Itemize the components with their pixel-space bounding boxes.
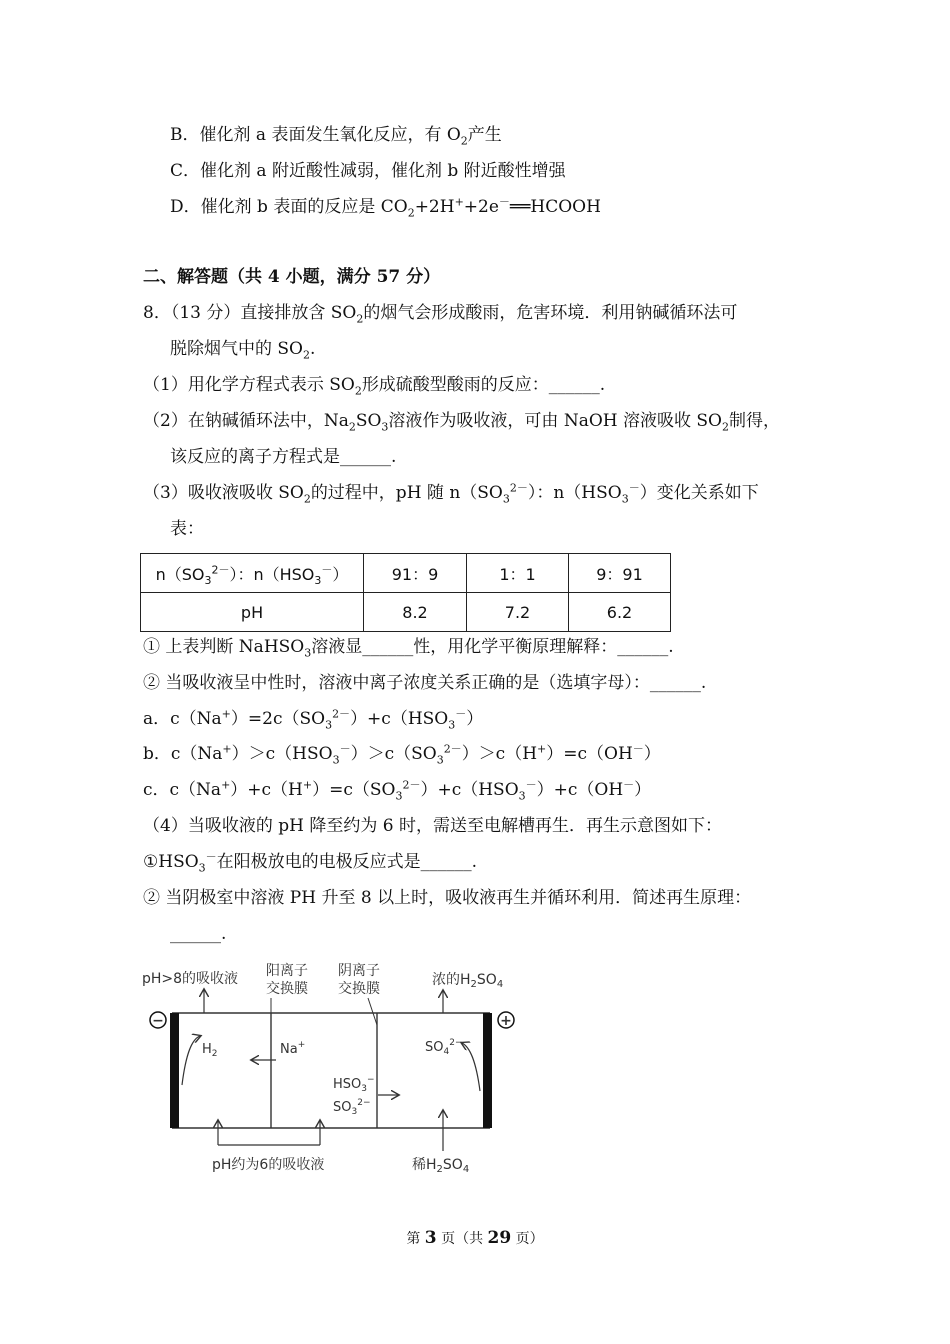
top-left-label: pH>8的吸收液 (142, 971, 239, 987)
table-row-label: pH (141, 593, 364, 632)
cation-membrane-label-2: 交换膜 (266, 981, 308, 997)
q8-circ2: ② 当吸收液呈中性时，溶液中离子浓度关系正确的是（选填字母）：______. (143, 673, 707, 693)
q8-sub2-line1: （2）在钠碱循环法中，$Na_2SO_3$溶液作为吸收液，可由 NaOH 溶液吸收 $SO_2$制得， (143, 411, 780, 434)
q8-sub4: （4）当吸收液的 pH 降至约为 6 时，需送至电解槽再生．再生示意图如下： (143, 816, 722, 836)
table-row (141, 593, 671, 632)
cathode-electrode (170, 1013, 179, 1128)
cation-membrane-label-1: 阳离子 (266, 963, 308, 979)
q8-sub3-line1: （3）吸收液吸收 $SO_2$的过程中，pH 随 $n(SO_3^{2-})$：$n(HSO_3^-)$变化关系如下 (143, 481, 759, 506)
option-c: C．催化剂 a 附近酸性减弱，催化剂 b 附近酸性增强 (170, 161, 566, 181)
h2-label: $H_2$ (202, 1042, 218, 1059)
table-cell: 8.2 (364, 593, 467, 632)
q8-circ1: ① 上表判断 NaHSO$_3$溶液显______性，用化学平衡原理解释：______. (143, 637, 674, 660)
anode-electrode (483, 1013, 492, 1128)
option-d: D．催化剂 b 表面的反应是 $CO_2+2H^++2e^-══HCOOH$ (170, 195, 601, 220)
q8-sub3-line2: 表： (170, 519, 204, 539)
q8-opt-b: b．$c(Na^+)>c(HSO_3^-)>c(SO_3^{2-})>c(H^+)=c(OH^-)$ (143, 742, 661, 767)
so4-curve-arrow (462, 1043, 480, 1091)
dilute-acid-label: 稀$H_2SO_4$ (412, 1157, 470, 1175)
table-row (141, 554, 671, 593)
q8-sub1: （1）用化学方程式表示 $SO_2$形成硫酸型酸雨的反应：______. (143, 375, 606, 398)
section-title: 二、解答题（共 4 小题，满分 57 分） (143, 267, 441, 287)
q8-circ4-2: ② 当阴极室中溶液 PH 升至 8 以上时，吸收液再生并循环利用．简述再生原理： (143, 888, 752, 908)
table-header-label: $n(SO_3^{2-})$：$n(HSO_3^-)$ (141, 554, 364, 593)
conc-acid-label: 浓的$H_2SO_4$ (432, 972, 504, 990)
hso3-label: $HSO_3^-$ (333, 1075, 375, 1094)
so4-label: $SO_4^{2-}$ (425, 1038, 463, 1057)
h2-curve-arrow (182, 1036, 200, 1085)
q8-opt-c: c．$c(Na^+)+c(H^+)=c(SO_3^{2-})+c(HSO_3^-)+c(OH^-)$ (143, 778, 652, 803)
q8-opt-a: a．$c(Na^+)=2c(SO_3^{2-})+c(HSO_3^-)$ (143, 707, 484, 732)
na-ion-label: Na+ (280, 1040, 306, 1057)
anion-membrane-label-2: 交换膜 (338, 981, 380, 997)
table-cell: 6.2 (569, 593, 671, 632)
anion-membrane-label-1: 阴离子 (338, 963, 380, 979)
table-cell: 1：1 (467, 554, 569, 593)
anion-membrane-pointer (368, 998, 377, 1025)
q8-intro-line2: 脱除烟气中的 $SO_2$. (170, 339, 316, 362)
minus-sign-label: − (152, 1013, 164, 1029)
table-cell: 7.2 (467, 593, 569, 632)
table-cell: 91：9 (364, 554, 467, 593)
q8-circ4-1: $①HSO_3^-$在阳极放电的电极反应式是______. (143, 850, 478, 875)
q8-intro-line1: 8．（13 分）直接排放含 $SO_2$的烟气会形成酸雨，危害环境．利用钠碱循环法可 (143, 303, 738, 326)
q8-sub2-line2: 该反应的离子方程式是______. (170, 447, 397, 467)
table-cell: 9：91 (569, 554, 671, 593)
bottom-left-label: pH约为6的吸收液 (212, 1157, 325, 1173)
electrolysis-diagram (140, 953, 530, 1183)
ph-ratio-table (140, 553, 671, 632)
page-footer: 第 3 页（共 29 页） (406, 1228, 544, 1248)
option-b: B．催化剂 a 表面发生氧化反应，有 $O_2$产生 (170, 125, 502, 148)
plus-sign-label: + (500, 1013, 512, 1029)
so3-label: $SO_3^{2-}$ (333, 1098, 371, 1117)
q8-blank: ______. (170, 924, 227, 944)
